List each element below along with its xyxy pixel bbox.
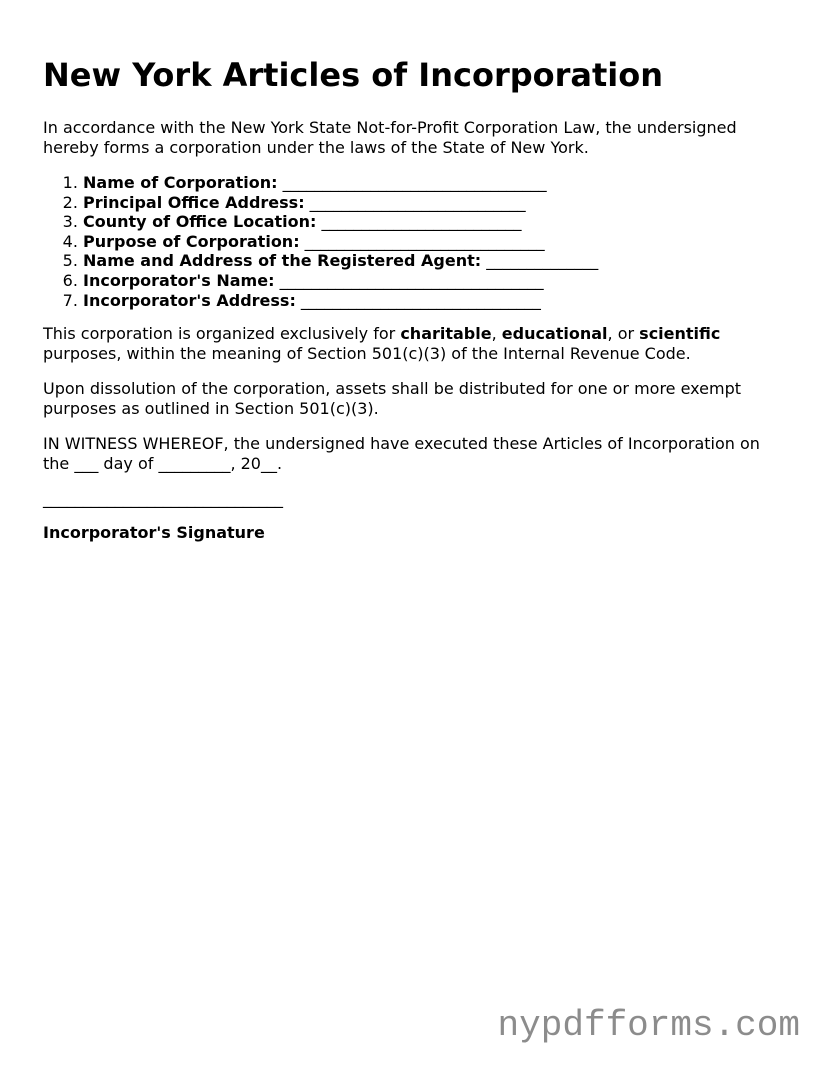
dissolution-clause: Upon dissolution of the corporation, assets shall be distributed for one or more exempt purposes as outlined in Section 501(c)(3). — [43, 379, 742, 418]
field-label: County of Office Location: — [83, 212, 317, 232]
bold-text-segment: educational — [501, 324, 608, 344]
field-blank-line: _________________________ — [316, 212, 522, 232]
field-label: Purpose of Corporation: — [83, 231, 300, 251]
field-blank-line: _________________________________ — [277, 173, 547, 193]
field-blank-line: _________________________________ — [274, 271, 544, 290]
text-segment: This corporation is organized exclusively for — [43, 324, 401, 344]
text-segment: , — [491, 324, 502, 344]
bold-text-segment: scientific — [639, 324, 721, 344]
signature-line: ______________________________ — [43, 489, 283, 509]
page-title: New York Articles of Incorporation — [43, 56, 664, 94]
field-blank-line: ______________________________ — [299, 231, 545, 251]
field-item — [83, 173, 785, 193]
field-item — [83, 251, 785, 271]
signature-label: Incorporator's Signature — [43, 522, 265, 542]
field-label: Principal Office Address: — [83, 192, 305, 212]
field-label: Name and Address of the Registered Agent: — [83, 251, 482, 271]
field-item — [83, 212, 785, 232]
text-segment: , or — [607, 324, 640, 344]
intro-paragraph: In accordance with the New York State Not-for-Profit Corporation Law, the undersigned hereby forms a corporation under the laws of the State of New York. — [43, 118, 737, 157]
field-item — [83, 271, 785, 291]
field-blank-line: ______________ — [481, 251, 599, 271]
field-item — [83, 232, 785, 252]
text-segment: purposes, within the meaning of Section 501(c)(3) of the Internal Revenue Code. — [43, 343, 691, 363]
field-item — [83, 291, 785, 311]
field-item — [83, 193, 785, 213]
bold-text-segment: charitable — [400, 324, 492, 344]
field-blank-line: ______________________________ — [295, 290, 541, 310]
watermark: nypdfforms.com — [497, 1005, 800, 1047]
field-label: Name of Corporation: — [83, 173, 278, 193]
field-label: Incorporator's Address: — [83, 290, 296, 310]
field-blank-line: ___________________________ — [304, 192, 526, 212]
witness-clause: IN WITNESS WHEREOF, the undersigned have executed these Articles of Incorporation on the ___ day of _________, 20__. — [43, 434, 760, 473]
purpose-clause — [43, 324, 785, 363]
field-label: Incorporator's Name: — [83, 271, 275, 290]
fields-list — [43, 173, 785, 310]
